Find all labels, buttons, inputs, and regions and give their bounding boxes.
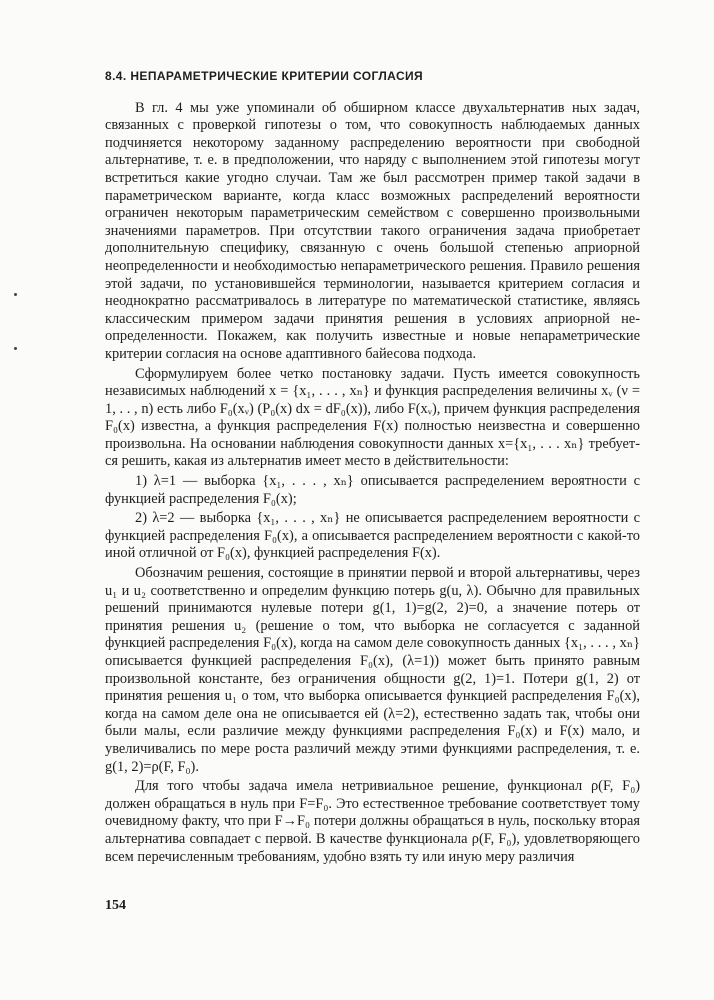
scan-speck: [14, 293, 17, 296]
page-number: 154: [105, 898, 126, 913]
paragraph-loss-function: Обозначим решения, состоящие в принятии первой и второй альтернативы, через u₁ и u₂ соответственно и определим функцию потерь g(u, λ). Обычно для правильных решений принимаются нулевые потери g(1, 1)=g(2, 2)=0, а значение потерь от принятия решения u₂ (решение о том, что выборка не согласуется с заданной функцией распределения F₀(x), когда на самом деле совокупность данных {x₁, . . . , xₙ} описывается функцией распределения F₀(x), (λ=1)) может быть принято равным произвольной константе, без ограничения общности g(2, 1)=1. Потери g(1, 2) от принятия решения u₁ о том, что выборка описывается функцией распределения F₀(x), когда на самом деле она не описывается ей (λ=2), естественно задать так, чтобы они были малы, если различие между функциями распределения F₀(x) и F(x) мало, и увеличивались по мере роста различий между этими функциями распределения, т. е. g(1, 2)=ρ(F, F₀).: [105, 565, 640, 775]
paragraph-problem-statement: Сформулируем более четко постановку задачи. Пусть имеется совокупность независимых наблюдений x = {x₁, . . . , xₙ} и функция распределения величины xᵥ (ν = 1, . . , n) есть либо F₀(xᵥ) (P₀(x) dx = dF₀(x)), либо F(xᵥ), причем функция распределения F₀(x) известна, а функция распределения F(x) полностью неизвестна и совершенно произвольна. На основании наблюдения совокупности данных x={x₁, . . . xₙ} требуется решить, какая из альтернатив имеет место в действительности:: [105, 365, 640, 470]
section-heading: 8.4. НЕПАРАМЕТРИЧЕСКИЕ КРИТЕРИИ СОГЛАСИЯ: [105, 69, 424, 83]
scan-speck: [14, 347, 17, 350]
alternative-2: 2) λ=2 — выборка {x₁, . . . , xₙ} не описывается распределением вероятности с функцией распределения F₀(x), а описывается распределением вероятности с какой-то иной отличной от F₀(x), функцией распределения F(x).: [105, 510, 640, 562]
alternative-1: 1) λ=1 — выборка {x₁, . . . , xₙ} описывается распределением вероятности с функцией распределения F₀(x);: [105, 473, 640, 507]
page-body: [105, 68, 640, 866]
paragraph-functional: Для того чтобы задача имела нетривиальное решение, функционал ρ(F, F₀) должен обращаться в нуль при F=F₀. Это естественное требование соответствует тому очевидному факту, что при F→F₀ потери должны обращаться в нуль, поскольку вторая альтернатива совпадает с первой. В качестве функционала ρ(F, F₀), удовлетворяющего всем перечисленным требованиям, удобно взять ту или иную меру различия: [105, 778, 640, 865]
paragraph-intro: В гл. 4 мы уже упоминали об обширном классе двухальтернатив ных задач, связанных с проверкой гипотезы о том, что совокупность наблюдаемых данных подчиняется некоторому заданному распределению вероятности при свободной альтернативе, т. е. в предположении, что наряду с выполнением этой гипотезы могут встретиться какие угодно случаи. Там же был рассмотрен пример такой задачи в параметрическом варианте, когда класс возможных распределений вероятности ограничен некоторым параметрическим семейством с совершенно произвольными значениями параметров. При отсутствии такого ограничения задача приобретает дополнительную специфику, связанную с очень большой степенью априорной неопределенности и необходимостью непараметрического решения. Правило решения этой задачи, по установившейся терминологии, называется критерием согласия и неоднократно рассматривалось в литературе по математической статистике, являясь классическим примером задачи принятия решения в условиях априорной неопределенности. Покажем, как получить известные и новые непараметрические критерии согласия на основе адаптивного байесова подхода.: [105, 99, 640, 362]
